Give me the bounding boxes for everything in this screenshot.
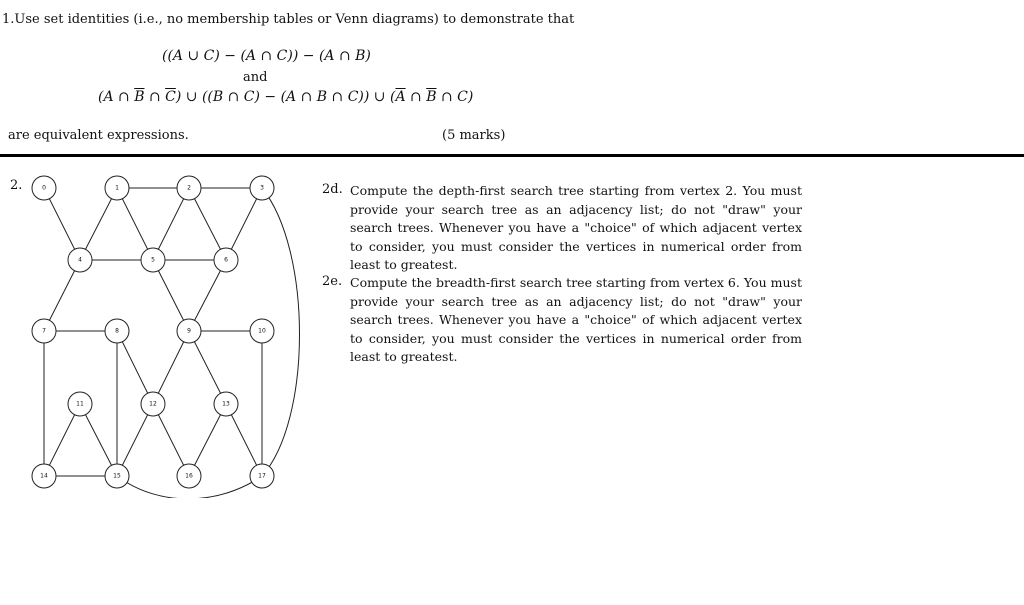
graph-diagram xyxy=(26,168,306,498)
svg-text:6: 6 xyxy=(224,256,228,264)
question-1-conclusion: are equivalent expressions. xyxy=(8,128,189,143)
expr2-part: ∩ xyxy=(405,89,427,105)
complement-b: $\overline{B}$ xyxy=(134,89,145,105)
graph-node-3 xyxy=(250,176,274,200)
graph-node-4 xyxy=(68,248,92,272)
and-connector: and xyxy=(243,70,268,85)
graph-node-16 xyxy=(177,464,201,488)
graph-node-9 xyxy=(177,319,201,343)
graph-nodes xyxy=(32,176,274,488)
part-2e-number: 2e. xyxy=(322,274,343,289)
expr2-part: ∩ C) xyxy=(436,89,474,105)
svg-text:17: 17 xyxy=(258,472,266,480)
question-1-intro: 1.Use set identities (i.e., no membership tables or Venn diagrams) to demonstrate that xyxy=(2,12,575,27)
svg-text:2: 2 xyxy=(187,184,191,192)
part-2e-text: Compute the breadth-first search tree starting from vertex 6. You must provide your search tree as an adjacency list; do not "draw" your search trees. Whenever you have a "choice" of which adjacent vertex to consider, you must consider the vertices in numerical order from least to greatest. xyxy=(350,275,802,364)
svg-text:14: 14 xyxy=(40,472,48,480)
svg-text:1: 1 xyxy=(115,184,119,192)
complement-b: $\overline{B}$ xyxy=(426,89,437,105)
graph-node-17 xyxy=(250,464,274,488)
graph-node-6 xyxy=(214,248,238,272)
graph-node-1 xyxy=(105,176,129,200)
svg-text:15: 15 xyxy=(113,472,121,480)
svg-text:11: 11 xyxy=(76,400,84,408)
svg-text:10: 10 xyxy=(258,327,266,335)
svg-text:4: 4 xyxy=(78,256,82,264)
expr2-part: ) ∪ ((B ∩ C) − (A ∩ B ∩ C)) ∪ ( xyxy=(175,89,396,105)
svg-text:16: 16 xyxy=(185,472,193,480)
set-expression-2 xyxy=(98,89,473,105)
svg-text:12: 12 xyxy=(149,400,157,408)
expr2-part: ∩ xyxy=(144,89,166,105)
svg-text:3: 3 xyxy=(260,184,264,192)
section-divider xyxy=(0,154,1024,157)
svg-text:13: 13 xyxy=(222,400,230,408)
svg-text:9: 9 xyxy=(187,327,191,335)
graph-node-8 xyxy=(105,319,129,343)
complement-c: $\overline{C}$ xyxy=(165,89,176,105)
graph-node-15 xyxy=(105,464,129,488)
part-2d-text: Compute the depth-first search tree starting from vertex 2. You must provide your search tree as an adjacency list; do not "draw" your search trees. Whenever you have a "choice" of which adjacent vertex to consider, you must consider the vertices in numerical order from least to greatest. xyxy=(350,183,802,272)
question-2-label: 2. xyxy=(10,178,23,193)
graph-node-10 xyxy=(250,319,274,343)
graph-node-12 xyxy=(141,392,165,416)
graph-node-7 xyxy=(32,319,56,343)
set-expression-1: ((A ∪ C) − (A ∩ C)) − (A ∩ B) xyxy=(162,48,371,64)
complement-a: $\overline{A}$ xyxy=(395,89,406,105)
graph-node-0 xyxy=(32,176,56,200)
graph-node-5 xyxy=(141,248,165,272)
svg-text:7: 7 xyxy=(42,327,46,335)
expr2-part: (A ∩ xyxy=(98,89,135,105)
marks-label: (5 marks) xyxy=(442,128,506,143)
svg-text:5: 5 xyxy=(151,256,155,264)
graph-node-2 xyxy=(177,176,201,200)
part-2d-number: 2d. xyxy=(322,182,343,197)
svg-text:0: 0 xyxy=(42,184,46,192)
graph-node-14 xyxy=(32,464,56,488)
graph-node-13 xyxy=(214,392,238,416)
svg-text:8: 8 xyxy=(115,327,119,335)
graph-node-11 xyxy=(68,392,92,416)
